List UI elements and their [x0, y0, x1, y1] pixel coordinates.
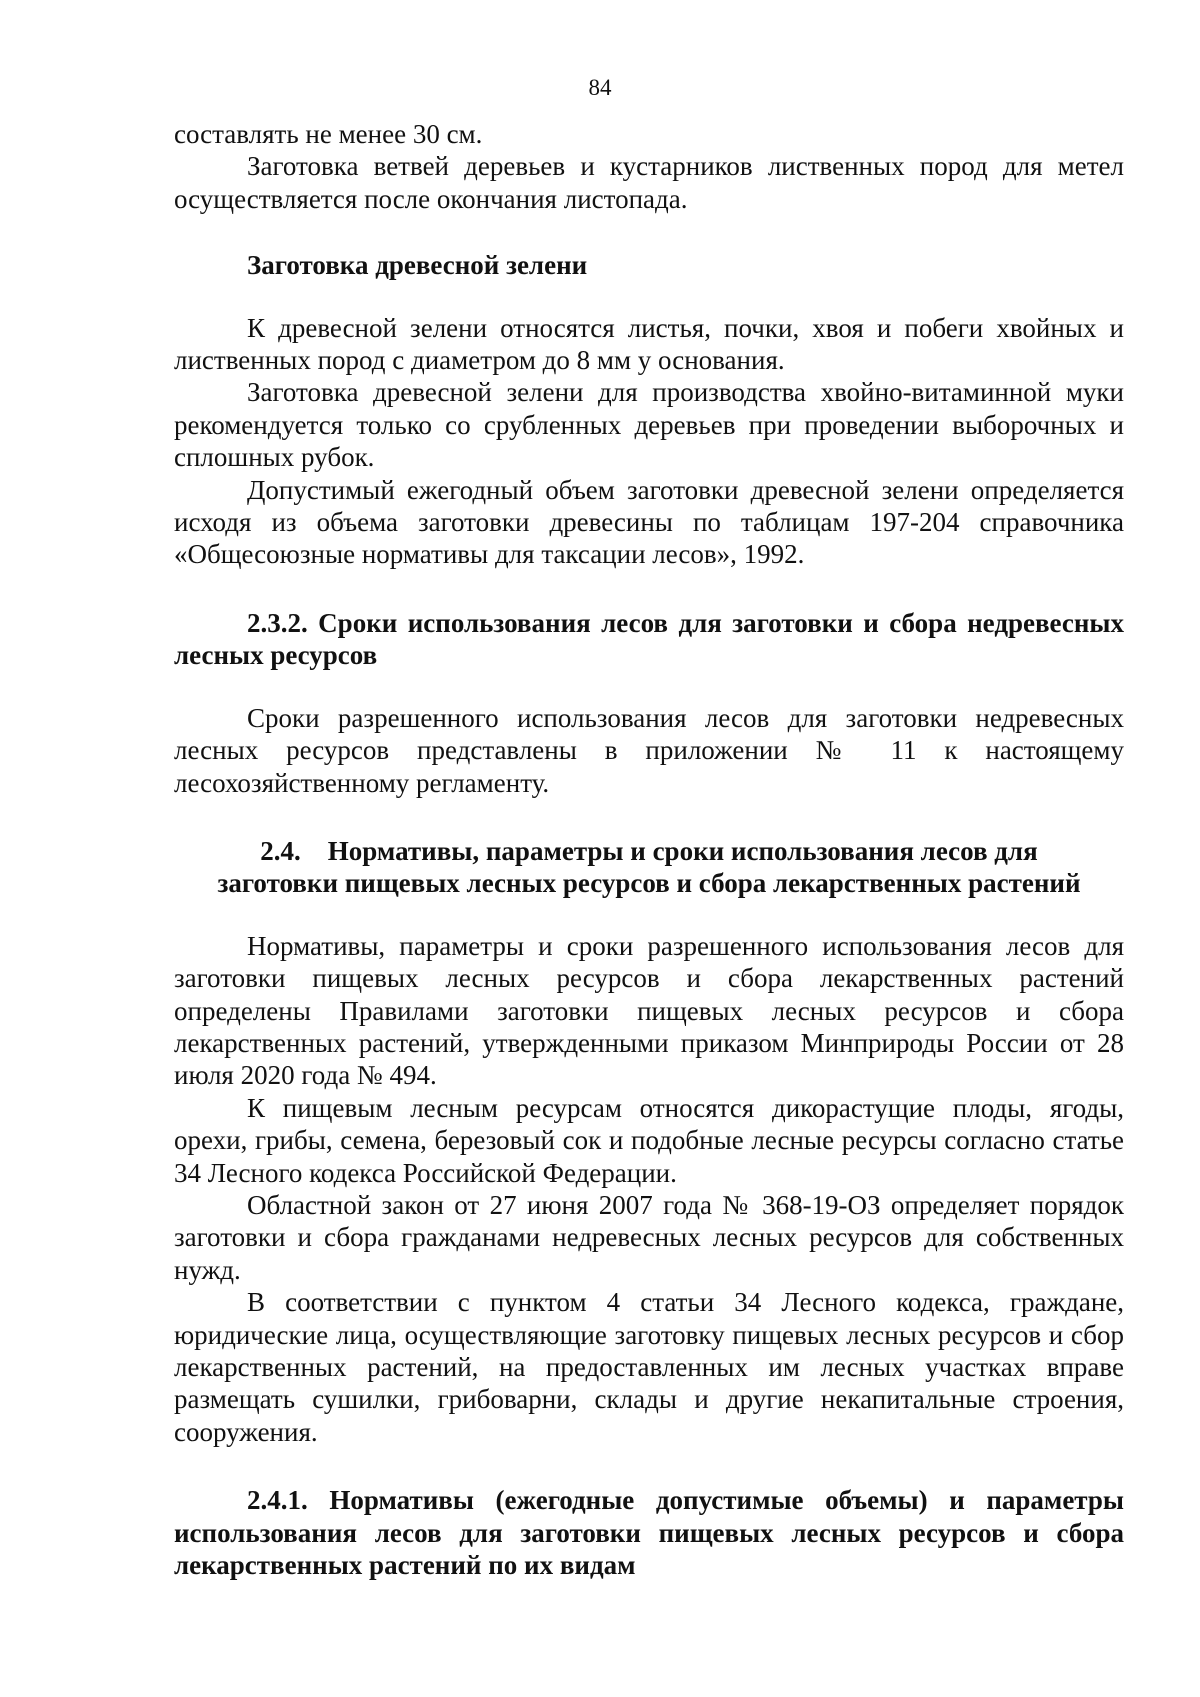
page-number: 84 — [588, 75, 612, 100]
paragraph-wood-greenery-flour: Заготовка древесной зелени для производства хвойно-витаминной муки рекомендуется только со срубленных деревьев при проведении выборочных и сплошных рубок. — [174, 377, 1124, 473]
page-body — [174, 118, 1124, 1581]
paragraph-broom-branches: Заготовка ветвей деревьев и кустарников лиственных пород для метел осуществляется после окончания листопада. — [174, 151, 1124, 214]
heading-section-2-4 — [174, 835, 1124, 900]
heading-section-2-4-line1: 2.4. Нормативы, параметры и сроки использования лесов для — [260, 835, 1038, 866]
paragraph-forest-code-article-34: В соответствии с пунктом 4 статьи 34 Лесного кодекса, граждане, юридические лица, осуществляющие заготовку пищевых лесных ресурсов и сбор лекарственных растений, на предоставленных им лесных участках вправе размещать сушилки, грибоварни, склады и другие некапитальные строения, сооружения. — [174, 1287, 1124, 1447]
paragraph-food-resources-list: К пищевым лесным ресурсам относятся дикорастущие плоды, ягоды, орехи, грибы, семена, березовый сок и подобные лесные ресурсы согласно статье 34 Лесного кодекса Российской Федерации. — [174, 1092, 1124, 1188]
paragraph-continuation: составлять не менее 30 см. — [174, 119, 483, 149]
paragraph-food-resources-rules: Нормативы, параметры и сроки разрешенного использования лесов для заготовки пищевых лесных ресурсов и сбора лекарственных растений определены Правилами заготовки пищевых лесных ресурсов и сбора лекарственных растений, утвержденными приказом Минприроды России от 28 июля 2020 года № 494. — [174, 930, 1124, 1091]
paragraph-wood-greenery-definition: К древесной зелени относятся листья, почки, хвоя и побеги хвойных и лиственных пород с диаметром до 8 мм у основания. — [174, 312, 1124, 376]
paragraph-non-timber-terms: Сроки разрешенного использования лесов для заготовки недревесных лесных ресурсов представлены в приложении № 11 к настоящему лесохозяйственному регламенту. — [174, 702, 1124, 798]
heading-section-2-3-2: 2.3.2. Сроки использования лесов для заготовки и сбора недревесных лесных ресурсов — [174, 607, 1124, 671]
heading-section-2-4-line2: заготовки пищевых лесных ресурсов и сбора лекарственных растений — [217, 868, 1081, 899]
heading-wood-greenery: Заготовка древесной зелени — [247, 250, 588, 281]
paragraph-regional-law: Областной закон от 27 июня 2007 года № 368-19-ОЗ определяет порядок заготовки и сбора гражданами недревесных лесных ресурсов для собственных нужд. — [174, 1189, 1124, 1285]
paragraph-wood-greenery-volume: Допустимый ежегодный объем заготовки древесной зелени определяется исходя из объема заготовки древесины по таблицам 197-204 справочника «Общесоюзные нормативы для таксации лесов», 1992. — [174, 474, 1124, 570]
heading-section-2-4-1: 2.4.1. Нормативы (ежегодные допустимые объемы) и параметры использования лесов для заготовки пищевых лесных ресурсов и сбора лекарственных растений по их видам — [174, 1485, 1124, 1581]
